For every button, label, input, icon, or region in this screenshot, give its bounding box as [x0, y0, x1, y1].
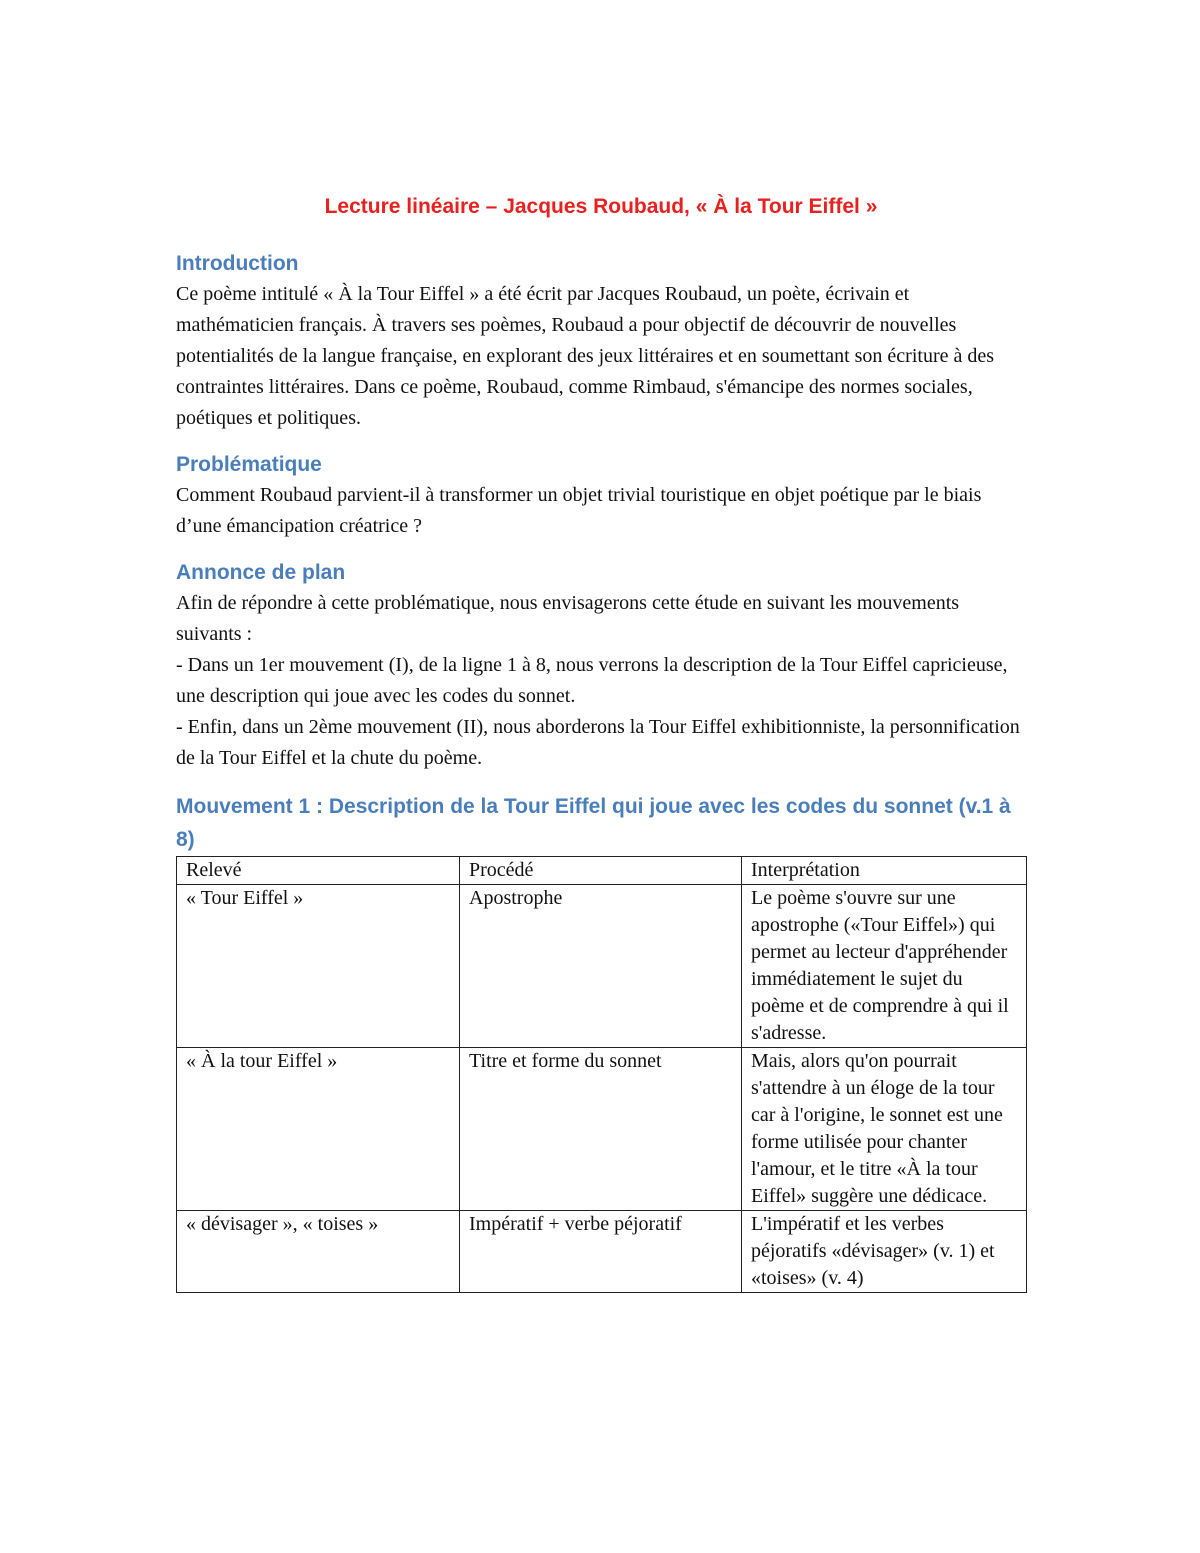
problematique-heading: Problématique: [176, 453, 322, 476]
cell-procede: Titre et forme du sonnet: [460, 1048, 742, 1211]
table-row: [177, 1048, 1027, 1211]
plan-heading: Annonce de plan: [176, 561, 346, 584]
document-title: Lecture linéaire – Jacques Roubaud, « À la Tour Eiffel »: [324, 195, 878, 218]
plan-item-2: - Enfin, dans un 2ème mouvement (II), nous aborderons la Tour Eiffel exhibitionniste, la personnification de la Tour Eiffel et la chute du poème.: [176, 716, 1020, 769]
table-row: [177, 1211, 1027, 1293]
cell-interpretation: L'impératif et les verbes péjoratifs «dévisager» (v. 1) et «toises» (v. 4): [742, 1211, 1027, 1293]
cell-releve: « À la tour Eiffel »: [177, 1048, 460, 1211]
plan-item-1: - Dans un 1er mouvement (I), de la ligne 1 à 8, nous verrons la description de la Tour Eiffel capricieuse, une description qui joue avec les codes du sonnet.: [176, 654, 1008, 707]
introduction-section: [176, 249, 1026, 434]
table-row: [177, 885, 1027, 1048]
cell-interpretation: Le poème s'ouvre sur une apostrophe («Tour Eiffel») qui permet au lecteur d'appréhender immédiatement le sujet du poème et de comprendre à qui il s'adresse.: [742, 885, 1027, 1048]
plan-section: [176, 558, 1026, 774]
cell-releve: « dévisager », « toises »: [177, 1211, 460, 1293]
header-releve: Relevé: [177, 857, 460, 885]
cell-procede: Apostrophe: [460, 885, 742, 1048]
cell-procede: Impératif + verbe péjoratif: [460, 1211, 742, 1293]
plan-intro: Afin de répondre à cette problématique, nous envisagerons cette étude en suivant les mouvements suivants :: [176, 592, 960, 645]
document-page: [176, 193, 1026, 1293]
plan-text: [176, 588, 1026, 774]
analysis-table: [176, 856, 1027, 1293]
header-interpretation: Interprétation: [742, 857, 1027, 885]
problematique-text: Comment Roubaud parvient-il à transformer un objet trivial touristique en objet poétique par le biais d’une émancipation créatrice ?: [176, 484, 982, 537]
mouvement-1-heading: Mouvement 1 : Description de la Tour Eiffel qui joue avec les codes du sonnet (v.1 à 8): [176, 795, 1011, 851]
header-procede: Procédé: [460, 857, 742, 885]
introduction-text: Ce poème intitulé « À la Tour Eiffel » a été écrit par Jacques Roubaud, un poète, écrivain et mathématicien français. À travers ses poèmes, Roubaud a pour objectif de découvrir de nouvelles potentialités de la langue française, en explorant des jeux littéraires et en soumettant son écriture à des contraintes littéraires. Dans ce poème, Roubaud, comme Rimbaud, s'émancipe des normes sociales, poétiques et politiques.: [176, 283, 995, 429]
cell-interpretation: Mais, alors qu'on pourrait s'attendre à un éloge de la tour car à l'origine, le sonnet est une forme utilisée pour chanter l'amour, et le titre «À la tour Eiffel» suggère une dédicace.: [742, 1048, 1027, 1211]
cell-releve: « Tour Eiffel »: [177, 885, 460, 1048]
problematique-section: [176, 450, 1026, 542]
introduction-heading: Introduction: [176, 252, 299, 275]
table-header-row: [177, 857, 1027, 885]
